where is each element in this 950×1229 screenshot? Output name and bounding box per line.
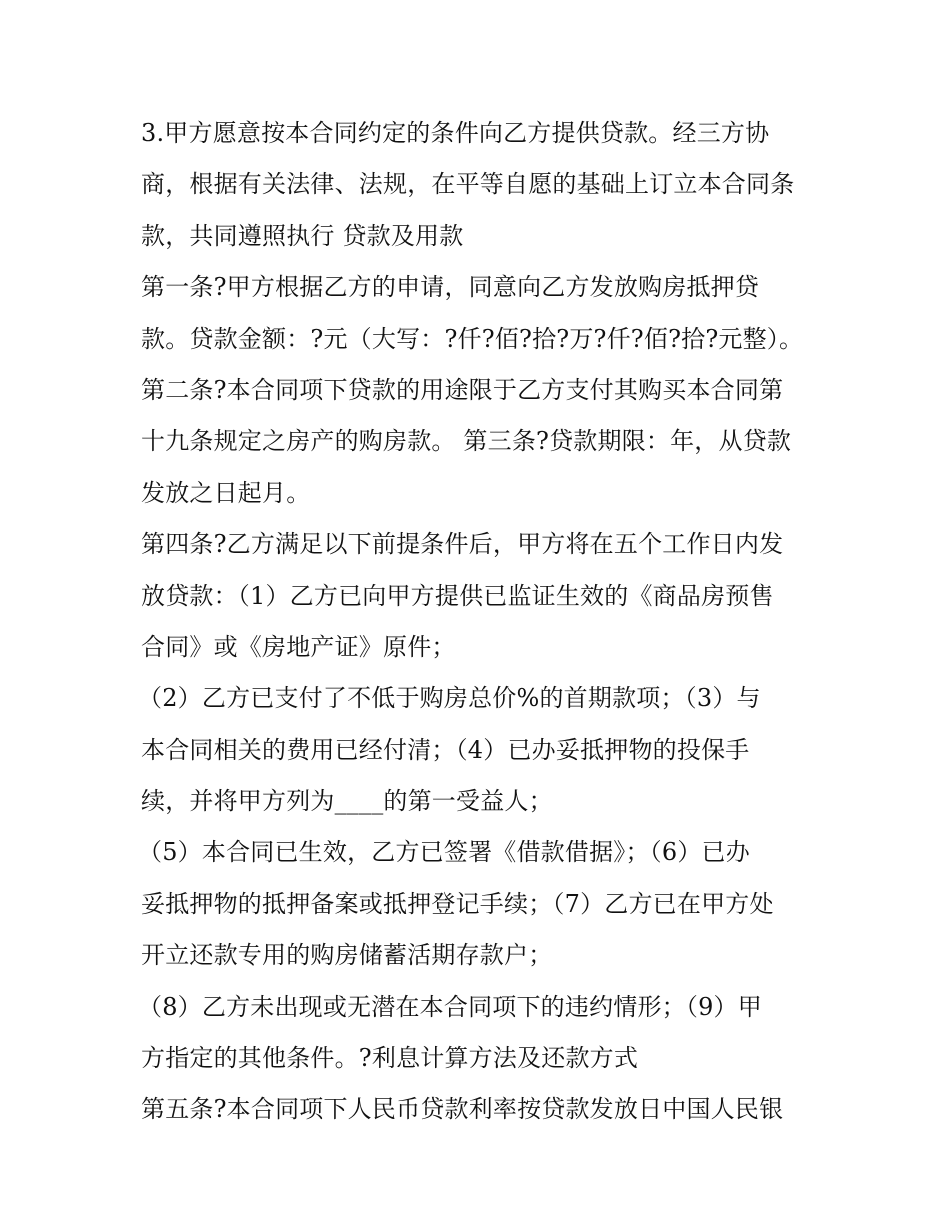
text-line: 第一条?甲方根据乙方的申请，同意向乙方发放购房抵押贷 — [141, 273, 760, 302]
text-line: 十九条规定之房产的购房款。 第三条?贷款期限：年，从贷款 — [141, 427, 792, 456]
text-line: 第二条?本合同项下贷款的用途限于乙方支付其购买本合同第 — [141, 375, 784, 404]
text-line: 款，共同遵照执行 贷款及用款 — [141, 221, 464, 250]
text-line: （5）本合同已生效，乙方已签署《借款借据》；（6）已办 — [138, 838, 750, 867]
text-line: 第五条?本合同项下人民币贷款利率按贷款发放日中国人民银 — [141, 1095, 784, 1124]
text-line: （2）乙方已支付了不低于购房总价%的首期款项；（3）与 — [138, 684, 761, 713]
text-line: 方指定的其他条件。?利息计算方法及还款方式 — [141, 1044, 639, 1073]
contract-text — [138, 108, 821, 1136]
text-line: 放贷款：（1）乙方已向甲方提供已监证生效的《商品房预售 — [141, 581, 774, 610]
text-line: 3.甲方愿意按本合同约定的条件向乙方提供贷款。经三方协 — [141, 119, 770, 147]
text-line: 开立还款专用的购房储蓄活期存款户； — [141, 941, 553, 970]
text-line: 妥抵押物的抵押备案或抵押登记手续；（7）乙方已在甲方处 — [141, 889, 774, 918]
text-line: 第四条?乙方满足以下前提条件后，甲方将在五个工作日内发 — [141, 530, 784, 559]
text-line: 发放之日起月。 — [141, 478, 311, 507]
text-line: 续，并将甲方列为____的第一受益人； — [141, 787, 553, 816]
text-line: （8）乙方未出现或无潜在本合同项下的违约情形；（9）甲 — [138, 992, 762, 1021]
text-line: 合同》或《房地产证》原件； — [141, 632, 456, 661]
text-line: 本合同相关的费用已经付清；（4）已办妥抵押物的投保手 — [141, 735, 750, 764]
text-line: 款。贷款金额：?元（大写：?仟?佰?拾?万?仟?佰?拾?元整）。 — [141, 324, 804, 353]
text-line: 商，根据有关法律、法规，在平等自愿的基础上订立本合同条 — [141, 170, 795, 199]
